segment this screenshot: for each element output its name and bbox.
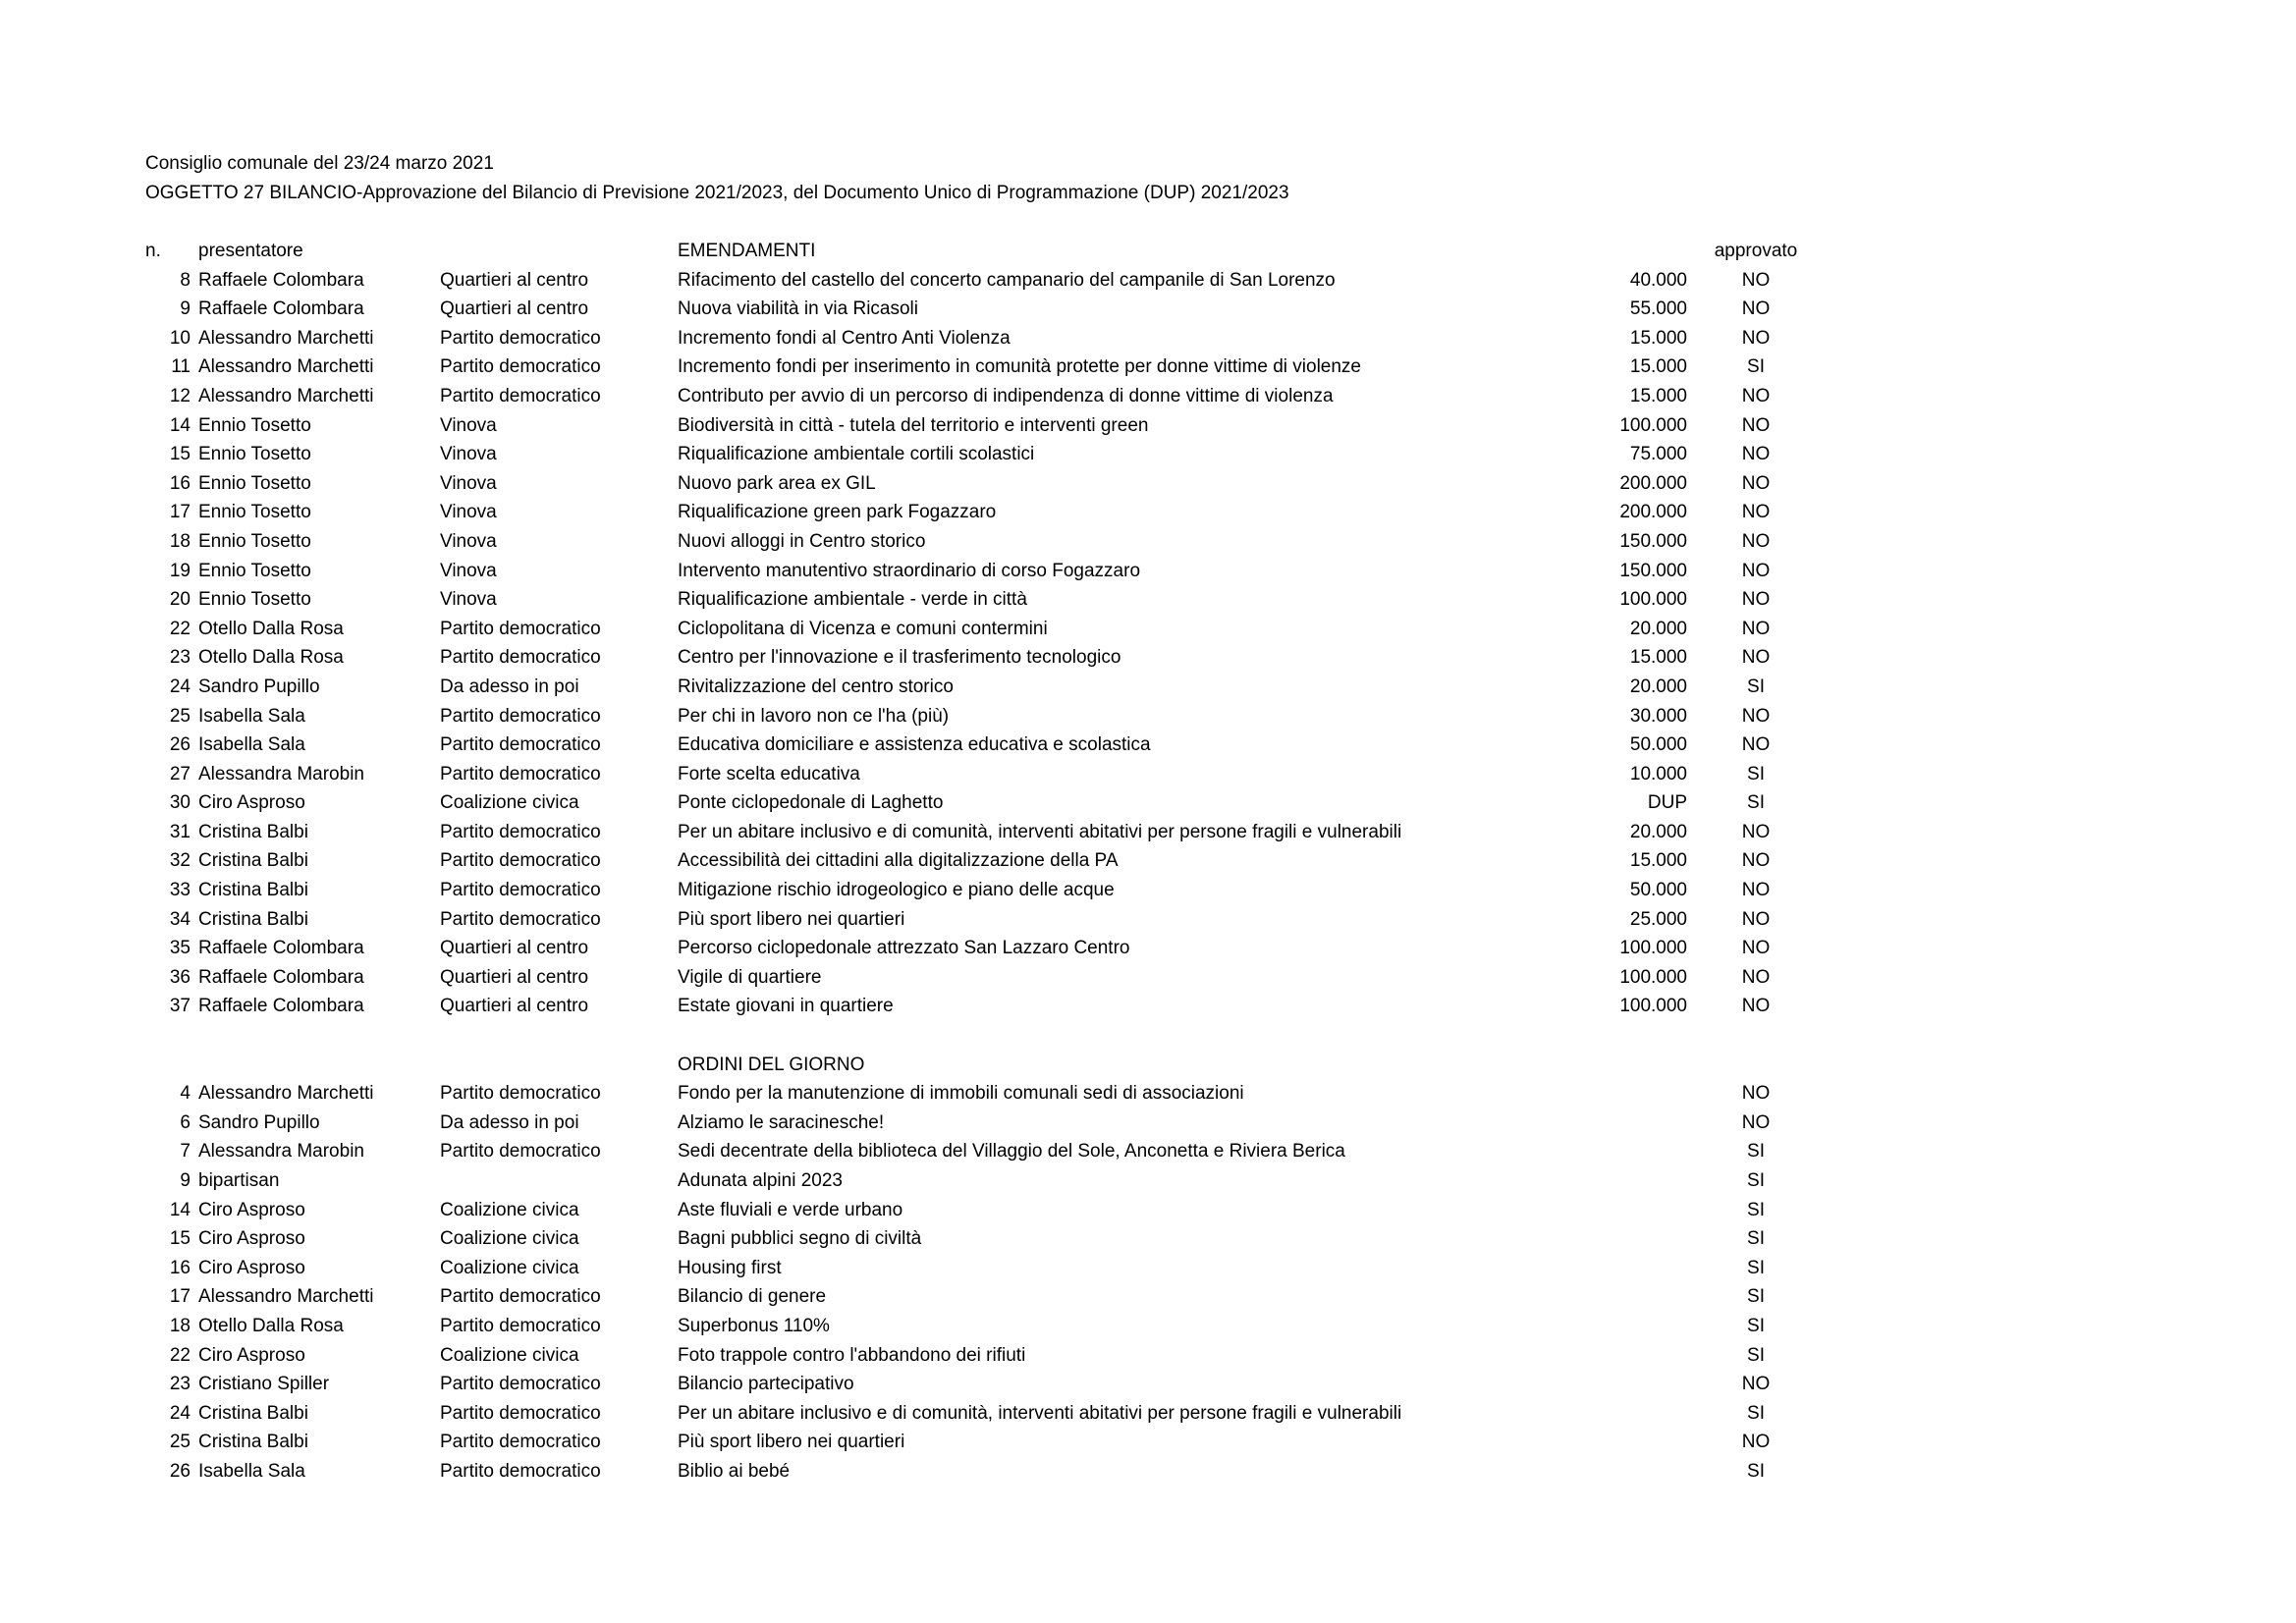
- row-number: 7: [180, 1141, 191, 1163]
- amendment-row: [0, 905, 2296, 935]
- political-group: Partito democratico: [440, 647, 601, 669]
- approval-status: NO: [1741, 908, 1771, 930]
- approval-status: SI: [1747, 1199, 1765, 1220]
- row-number: 18: [169, 530, 191, 552]
- approval-status: NO: [1741, 821, 1771, 842]
- amount-value: 100.000: [1619, 966, 1687, 988]
- amendment-row: [0, 846, 2296, 876]
- political-group: Partito democratico: [440, 1374, 601, 1395]
- row-number: 37: [169, 996, 191, 1017]
- item-description: Riqualificazione ambientale cortili scolastici: [678, 444, 1035, 465]
- item-description: Sedi decentrate della biblioteca del Villaggio del Sole, Anconetta e Riviera Berica: [678, 1141, 1345, 1163]
- table-header-row: [0, 237, 2296, 266]
- presenter-name: Alessandra Marobin: [198, 1141, 364, 1163]
- political-group: Vinova: [440, 472, 497, 494]
- column-header-presenter: presentatore: [198, 241, 303, 261]
- amount-value: 15.000: [1629, 356, 1687, 378]
- agenda-orders-title: ORDINI DEL GIORNO: [678, 1054, 865, 1075]
- political-group: Coalizione civica: [440, 1257, 579, 1278]
- agenda-order-row: [0, 1109, 2296, 1138]
- item-description: Mitigazione rischio idrogeologico e piano delle acque: [678, 880, 1115, 901]
- approval-status: NO: [1741, 1432, 1771, 1453]
- presenter-name: Sandro Pupillo: [198, 1111, 320, 1133]
- item-description: Alziamo le saracinesche!: [678, 1111, 885, 1133]
- item-description: Centro per l'innovazione e il trasferimento tecnologico: [678, 647, 1121, 669]
- agenda-order-row: [0, 1196, 2296, 1225]
- row-number: 19: [169, 560, 191, 581]
- row-number: 16: [169, 1257, 191, 1278]
- political-group: Coalizione civica: [440, 1228, 579, 1250]
- political-group: Partito democratico: [440, 734, 601, 756]
- amendment-row: [0, 876, 2296, 905]
- approval-status: NO: [1741, 472, 1771, 494]
- political-group: Partito democratico: [440, 1432, 601, 1453]
- item-description: Per un abitare inclusivo e di comunità, interventi abitativi per persone fragili e vulnerabili: [678, 821, 1402, 842]
- presenter-name: Raffaele Colombara: [198, 938, 364, 959]
- presenter-name: Raffaele Colombara: [198, 996, 364, 1017]
- approval-status: NO: [1741, 530, 1771, 552]
- approval-status: SI: [1747, 763, 1765, 784]
- item-description: Estate giovani in quartiere: [678, 996, 894, 1017]
- political-group: Partito democratico: [440, 821, 601, 842]
- amount-value: 150.000: [1619, 530, 1687, 552]
- amendment-row: [0, 585, 2296, 615]
- item-description: Nuova viabilità in via Ricasoli: [678, 298, 918, 320]
- row-number: 4: [180, 1083, 191, 1105]
- amount-value: 100.000: [1619, 414, 1687, 436]
- presenter-name: Cristiano Spiller: [198, 1374, 330, 1395]
- political-group: Vinova: [440, 560, 497, 581]
- row-number: 18: [169, 1315, 191, 1336]
- political-group: Partito democratico: [440, 356, 601, 378]
- row-number: 6: [180, 1111, 191, 1133]
- political-group: Quartieri al centro: [440, 298, 589, 320]
- agenda-orders-section-title-row: [0, 1051, 2296, 1080]
- presenter-name: Isabella Sala: [198, 705, 305, 727]
- approval-status: NO: [1741, 327, 1771, 349]
- item-description: Più sport libero nei quartieri: [678, 1432, 905, 1453]
- amount-value: 40.000: [1629, 269, 1687, 291]
- row-number: 22: [169, 618, 191, 639]
- presenter-name: Isabella Sala: [198, 734, 305, 756]
- row-number: 17: [169, 1286, 191, 1308]
- political-group: Partito democratico: [440, 908, 601, 930]
- presenter-name: Alessandra Marobin: [198, 763, 364, 784]
- item-description: Fondo per la manutenzione di immobili comunali sedi di associazioni: [678, 1083, 1244, 1105]
- item-description: Accessibilità dei cittadini alla digitalizzazione della PA: [678, 850, 1119, 872]
- political-group: Partito democratico: [440, 385, 601, 406]
- approval-status: SI: [1747, 1228, 1765, 1250]
- presenter-name: Otello Dalla Rosa: [198, 647, 344, 669]
- political-group: Partito democratico: [440, 880, 601, 901]
- row-number: 15: [169, 1228, 191, 1250]
- item-description: Biblio ai bebé: [678, 1460, 791, 1482]
- row-number: 15: [169, 444, 191, 465]
- presenter-name: Ennio Tosetto: [198, 414, 311, 436]
- presenter-name: Ennio Tosetto: [198, 589, 311, 611]
- political-group: Partito democratico: [440, 1315, 601, 1336]
- item-description: Rifacimento del castello del concerto campanario del campanile di San Lorenzo: [678, 269, 1336, 291]
- presenter-name: Ennio Tosetto: [198, 444, 311, 465]
- approval-status: SI: [1747, 1170, 1765, 1191]
- item-description: Superbonus 110%: [678, 1315, 830, 1336]
- row-number: 8: [180, 269, 191, 291]
- item-description: Aste fluviali e verde urbano: [678, 1199, 903, 1220]
- item-description: Nuovo park area ex GIL: [678, 472, 876, 494]
- approval-status: SI: [1747, 1141, 1765, 1163]
- item-description: Più sport libero nei quartieri: [678, 908, 905, 930]
- approval-status: SI: [1747, 1460, 1765, 1482]
- column-header-number: n.: [145, 241, 161, 261]
- agenda-item-subject: OGGETTO 27 BILANCIO-Approvazione del Bilancio di Previsione 2021/2023, del Documento Unico di Programmazione (DUP) 2021/2023: [145, 183, 1289, 203]
- row-number: 23: [169, 647, 191, 669]
- row-number: 30: [169, 792, 191, 814]
- political-group: Quartieri al centro: [440, 996, 589, 1017]
- approval-status: SI: [1747, 1402, 1765, 1424]
- approval-status: NO: [1741, 966, 1771, 988]
- political-group: Partito democratico: [440, 1083, 601, 1105]
- row-number: 26: [169, 734, 191, 756]
- item-description: Bagni pubblici segno di civiltà: [678, 1228, 922, 1250]
- amendments-rows: [0, 266, 2296, 1021]
- approval-status: NO: [1741, 1111, 1771, 1133]
- row-number: 23: [169, 1374, 191, 1395]
- amendment-row: [0, 992, 2296, 1021]
- political-group: Partito democratico: [440, 1141, 601, 1163]
- presenter-name: Cristina Balbi: [198, 880, 308, 901]
- item-description: Foto trappole contro l'abbandono dei rifiuti: [678, 1344, 1026, 1366]
- item-description: Per un abitare inclusivo e di comunità, interventi abitativi per persone fragili e vulnerabili: [678, 1402, 1402, 1424]
- political-group: Partito democratico: [440, 1402, 601, 1424]
- amount-value: 200.000: [1619, 502, 1687, 523]
- item-description: Adunata alpini 2023: [678, 1170, 843, 1191]
- item-description: Incremento fondi al Centro Anti Violenza: [678, 327, 1011, 349]
- presenter-name: Cristina Balbi: [198, 1402, 308, 1424]
- row-number: 34: [169, 908, 191, 930]
- political-group: Partito democratico: [440, 618, 601, 639]
- amendment-row: [0, 352, 2296, 382]
- presenter-name: Otello Dalla Rosa: [198, 618, 344, 639]
- political-group: Vinova: [440, 589, 497, 611]
- item-description: Percorso ciclopedonale attrezzato San Lazzaro Centro: [678, 938, 1130, 959]
- political-group: Coalizione civica: [440, 1199, 579, 1220]
- amount-value: 55.000: [1629, 298, 1687, 320]
- approval-status: NO: [1741, 1374, 1771, 1395]
- presenter-name: Ennio Tosetto: [198, 502, 311, 523]
- amendment-row: [0, 295, 2296, 324]
- row-number: 26: [169, 1460, 191, 1482]
- political-group: Da adesso in poi: [440, 1111, 579, 1133]
- amendment-row: [0, 411, 2296, 441]
- political-group: Coalizione civica: [440, 792, 579, 814]
- agenda-order-row: [0, 1341, 2296, 1371]
- row-number: 16: [169, 472, 191, 494]
- presenter-name: Ciro Asproso: [198, 1199, 305, 1220]
- political-group: Coalizione civica: [440, 1344, 579, 1366]
- row-number: 25: [169, 1432, 191, 1453]
- approval-status: NO: [1741, 1083, 1771, 1105]
- row-number: 17: [169, 502, 191, 523]
- political-group: Partito democratico: [440, 763, 601, 784]
- column-header-amendments: EMENDAMENTI: [678, 241, 816, 261]
- approval-status: SI: [1747, 1315, 1765, 1336]
- approval-status: NO: [1741, 938, 1771, 959]
- approval-status: NO: [1741, 269, 1771, 291]
- approval-status: SI: [1747, 676, 1765, 697]
- agenda-orders-rows: [0, 1079, 2296, 1486]
- approval-status: NO: [1741, 385, 1771, 406]
- presenter-name: Ennio Tosetto: [198, 530, 311, 552]
- row-number: 9: [180, 298, 191, 320]
- approval-status: NO: [1741, 996, 1771, 1017]
- item-description: Per chi in lavoro non ce l'ha (più): [678, 705, 950, 727]
- amendment-row: [0, 643, 2296, 673]
- amount-value: 50.000: [1629, 880, 1687, 901]
- amendment-row: [0, 702, 2296, 731]
- amendment-row: [0, 266, 2296, 296]
- approval-status: NO: [1741, 298, 1771, 320]
- presenter-name: Alessandro Marchetti: [198, 1286, 374, 1308]
- amount-value: 25.000: [1629, 908, 1687, 930]
- item-description: Riqualificazione green park Fogazzaro: [678, 502, 997, 523]
- political-group: Vinova: [440, 444, 497, 465]
- amendment-row: [0, 788, 2296, 818]
- row-number: 35: [169, 938, 191, 959]
- approval-status: SI: [1747, 1286, 1765, 1308]
- item-description: Biodiversità in città - tutela del territorio e interventi green: [678, 414, 1149, 436]
- political-group: Quartieri al centro: [440, 966, 589, 988]
- political-group: Partito democratico: [440, 1286, 601, 1308]
- political-group: Vinova: [440, 502, 497, 523]
- amendment-row: [0, 324, 2296, 353]
- amendment-row: [0, 440, 2296, 469]
- approval-status: NO: [1741, 705, 1771, 727]
- approval-status: NO: [1741, 647, 1771, 669]
- presenter-name: Alessandro Marchetti: [198, 385, 374, 406]
- approval-status: NO: [1741, 444, 1771, 465]
- item-description: Educativa domiciliare e assistenza educativa e scolastica: [678, 734, 1151, 756]
- row-number: 12: [169, 385, 191, 406]
- amount-value: 15.000: [1629, 385, 1687, 406]
- agenda-order-row: [0, 1166, 2296, 1196]
- row-number: 27: [169, 763, 191, 784]
- amendments-table: [0, 237, 2296, 1487]
- political-group: Partito democratico: [440, 850, 601, 872]
- section-spacer: [0, 1021, 2296, 1051]
- amount-value: 30.000: [1629, 705, 1687, 727]
- amendment-row: [0, 557, 2296, 586]
- row-number: 31: [169, 821, 191, 842]
- amendment-row: [0, 760, 2296, 789]
- amount-value: 150.000: [1619, 560, 1687, 581]
- row-number: 32: [169, 850, 191, 872]
- agenda-order-row: [0, 1282, 2296, 1312]
- item-description: Ponte ciclopedonale di Laghetto: [678, 792, 944, 814]
- amount-value: 15.000: [1629, 327, 1687, 349]
- presenter-name: Ciro Asproso: [198, 1257, 305, 1278]
- political-group: Da adesso in poi: [440, 676, 579, 697]
- amount-value: 100.000: [1619, 996, 1687, 1017]
- presenter-name: bipartisan: [198, 1170, 280, 1191]
- council-session-title: Consiglio comunale del 23/24 marzo 2021: [145, 153, 494, 174]
- item-description: Ciclopolitana di Vicenza e comuni contermini: [678, 618, 1048, 639]
- amount-value: 15.000: [1629, 647, 1687, 669]
- approval-status: NO: [1741, 414, 1771, 436]
- amendment-row: [0, 382, 2296, 411]
- political-group: Vinova: [440, 530, 497, 552]
- amendment-row: [0, 963, 2296, 993]
- approval-status: NO: [1741, 850, 1771, 872]
- presenter-name: Cristina Balbi: [198, 1432, 308, 1453]
- item-description: Intervento manutentivo straordinario di corso Fogazzaro: [678, 560, 1141, 581]
- approval-status: SI: [1747, 1344, 1765, 1366]
- amount-value: 20.000: [1629, 676, 1687, 697]
- approval-status: NO: [1741, 589, 1771, 611]
- item-description: Bilancio di genere: [678, 1286, 827, 1308]
- agenda-order-row: [0, 1254, 2296, 1283]
- document-header: [145, 149, 1289, 208]
- agenda-order-row: [0, 1457, 2296, 1487]
- row-number: 14: [169, 414, 191, 436]
- presenter-name: Ciro Asproso: [198, 792, 305, 814]
- amendment-row: [0, 818, 2296, 847]
- item-description: Incremento fondi per inserimento in comunità protette per donne vittime di violenze: [678, 356, 1361, 378]
- row-number: 22: [169, 1344, 191, 1366]
- amendment-row: [0, 469, 2296, 499]
- item-description: Nuovi alloggi in Centro storico: [678, 530, 926, 552]
- amendment-row: [0, 673, 2296, 702]
- item-description: Housing first: [678, 1257, 782, 1278]
- agenda-order-row: [0, 1137, 2296, 1166]
- agenda-order-row: [0, 1312, 2296, 1341]
- approval-status: NO: [1741, 560, 1771, 581]
- amount-value: 100.000: [1619, 589, 1687, 611]
- amendment-row: [0, 498, 2296, 527]
- agenda-order-row: [0, 1399, 2296, 1429]
- amount-value: 50.000: [1629, 734, 1687, 756]
- row-number: 11: [171, 356, 191, 378]
- approval-status: NO: [1741, 618, 1771, 639]
- presenter-name: Ennio Tosetto: [198, 560, 311, 581]
- amendment-row: [0, 615, 2296, 644]
- political-group: Partito democratico: [440, 1460, 601, 1482]
- amendment-row: [0, 527, 2296, 557]
- item-description: Vigile di quartiere: [678, 966, 822, 988]
- agenda-order-row: [0, 1370, 2296, 1399]
- row-number: 24: [169, 676, 191, 697]
- agenda-order-row: [0, 1224, 2296, 1254]
- item-description: Forte scelta educativa: [678, 763, 860, 784]
- political-group: Partito democratico: [440, 327, 601, 349]
- agenda-order-row: [0, 1079, 2296, 1109]
- presenter-name: Cristina Balbi: [198, 850, 308, 872]
- row-number: 25: [169, 705, 191, 727]
- approval-status: SI: [1747, 792, 1765, 814]
- presenter-name: Otello Dalla Rosa: [198, 1315, 344, 1336]
- approval-status: SI: [1747, 356, 1765, 378]
- political-group: Partito democratico: [440, 705, 601, 727]
- presenter-name: Ciro Asproso: [198, 1228, 305, 1250]
- presenter-name: Cristina Balbi: [198, 821, 308, 842]
- political-group: Vinova: [440, 414, 497, 436]
- approval-status: SI: [1747, 1257, 1765, 1278]
- amount-value: 10.000: [1629, 763, 1687, 784]
- approval-status: NO: [1741, 502, 1771, 523]
- row-number: 33: [169, 880, 191, 901]
- political-group: Quartieri al centro: [440, 938, 589, 959]
- presenter-name: Isabella Sala: [198, 1460, 305, 1482]
- presenter-name: Alessandro Marchetti: [198, 356, 374, 378]
- row-number: 20: [169, 589, 191, 611]
- presenter-name: Ciro Asproso: [198, 1344, 305, 1366]
- item-description: Riqualificazione ambientale - verde in città: [678, 589, 1027, 611]
- amount-value: 20.000: [1629, 618, 1687, 639]
- amount-value: 100.000: [1619, 938, 1687, 959]
- amount-value: 200.000: [1619, 472, 1687, 494]
- amount-value: 15.000: [1629, 850, 1687, 872]
- amount-value: DUP: [1647, 792, 1687, 814]
- row-number: 14: [169, 1199, 191, 1220]
- agenda-order-row: [0, 1428, 2296, 1457]
- presenter-name: Raffaele Colombara: [198, 269, 364, 291]
- row-number: 24: [169, 1402, 191, 1424]
- amount-value: 20.000: [1629, 821, 1687, 842]
- row-number: 10: [169, 327, 191, 349]
- presenter-name: Raffaele Colombara: [198, 966, 364, 988]
- presenter-name: Ennio Tosetto: [198, 472, 311, 494]
- amount-value: 75.000: [1629, 444, 1687, 465]
- presenter-name: Sandro Pupillo: [198, 676, 320, 697]
- approval-status: NO: [1741, 734, 1771, 756]
- item-description: Contributo per avvio di un percorso di indipendenza di donne vittime di violenza: [678, 385, 1334, 406]
- row-number: 9: [180, 1170, 191, 1191]
- approval-status: NO: [1741, 880, 1771, 901]
- presenter-name: Cristina Balbi: [198, 908, 308, 930]
- column-header-approved: approvato: [1714, 241, 1798, 261]
- presenter-name: Raffaele Colombara: [198, 298, 364, 320]
- amendment-row: [0, 934, 2296, 963]
- political-group: Quartieri al centro: [440, 269, 589, 291]
- item-description: Rivitalizzazione del centro storico: [678, 676, 954, 697]
- item-description: Bilancio partecipativo: [678, 1374, 854, 1395]
- amendment-row: [0, 730, 2296, 760]
- row-number: 36: [169, 966, 191, 988]
- presenter-name: Alessandro Marchetti: [198, 327, 374, 349]
- presenter-name: Alessandro Marchetti: [198, 1083, 374, 1105]
